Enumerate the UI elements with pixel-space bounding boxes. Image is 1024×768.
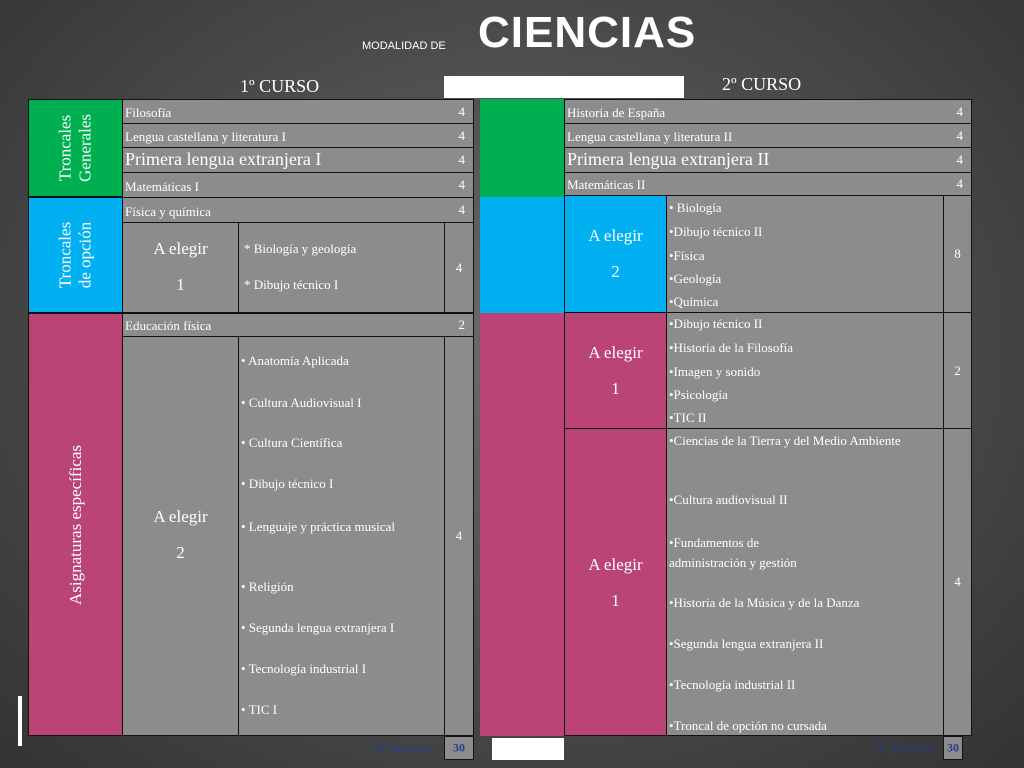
header-separator [444, 76, 684, 98]
c1-row-lengua-extranjera [122, 147, 474, 173]
band-pink [480, 313, 564, 736]
option-item: •Tecnología industrial II [669, 677, 796, 692]
c1-row-educacion-fisica [122, 313, 474, 337]
choose-count: 1 [611, 591, 620, 610]
c2-esp-b-choose-cell [564, 428, 667, 736]
option-item: * Biología y geología [244, 241, 357, 256]
c2-row-lengua [564, 123, 972, 148]
curso1-header: 1º CURSO [240, 76, 320, 96]
c2-esp-b-periods-cell [943, 428, 972, 736]
troncales-generales-label: Troncales Generales [55, 114, 95, 182]
choose-label: A elegir [588, 343, 643, 362]
c1-row-filosofia [122, 99, 474, 124]
band-blue [480, 197, 564, 313]
option-item: •Troncal de opción no cursada [669, 718, 827, 733]
choose-label: A elegir [588, 555, 643, 574]
option-item: •Química [669, 294, 719, 309]
c1-periodos-label: Nº periodos [374, 741, 431, 755]
choose-count: 1 [176, 275, 185, 294]
curso2-header: 2º CURSO [722, 74, 802, 94]
troncales-opcion-label: Troncales de opción [55, 221, 95, 289]
subject-periods: 4 [458, 177, 465, 192]
subject-periods: 4 [458, 127, 465, 143]
subject-name: Educación física [125, 318, 212, 333]
option-item: • Cultura Audiovisual I [241, 395, 362, 410]
especificas-label: Asignaturas específicas [65, 444, 85, 605]
c1-opcion-periods-cell [444, 222, 474, 313]
subject-periods: 4 [956, 103, 963, 119]
option-item: •Geología [669, 271, 722, 286]
subject-periods: 4 [455, 259, 463, 275]
c2-esp-a-periods-cell [943, 312, 972, 429]
c1-opcion-options-cell [238, 222, 445, 313]
subject-name: Matemáticas II [567, 177, 646, 192]
option-item: • Lenguaje y práctica musical [241, 519, 395, 534]
c1-especificas-choose-cell [122, 336, 239, 736]
option-item: • Dibujo técnico I [241, 476, 334, 491]
option-item: •Segunda lengua extranjera II [669, 636, 824, 651]
band-green [480, 99, 564, 197]
option-item: •TIC II [669, 410, 707, 425]
subject-periods: 4 [458, 103, 465, 119]
subject-periods: 4 [956, 176, 963, 191]
troncales-generales-label-cell [28, 99, 124, 197]
option-item: * Dibujo técnico I [244, 277, 339, 292]
c1-especificas-periods-cell [444, 336, 474, 736]
c2-row-historia [564, 99, 972, 124]
choose-label: A elegir [153, 239, 208, 258]
subject-name: Matemáticas I [125, 179, 199, 194]
option-item: • Religión [241, 579, 294, 594]
subject-name: Lengua castellana y literatura II [567, 129, 733, 144]
c1-row-lengua [122, 123, 474, 148]
c2-row-matematicas [564, 172, 972, 196]
c2-periodos-value: 30 [947, 740, 959, 755]
subject-periods: 8 [954, 246, 961, 261]
c2-periodos-label: Nº periodos [876, 740, 933, 754]
option-item: •Imagen y sonido [669, 364, 761, 379]
c2-esp-a-options-cell [666, 312, 944, 429]
c2-periodos-value-cell [943, 736, 963, 760]
c1-especificas-options-cell [238, 336, 445, 736]
option-item: • TIC I [241, 702, 278, 717]
subject-periods: 4 [956, 152, 963, 167]
modalidad-label: MODALIDAD DE [362, 40, 446, 52]
option-item: •Dibujo técnico II [669, 316, 763, 331]
c2-esp-a-choose-cell [564, 312, 667, 429]
subject-name: Historia de España [567, 105, 666, 120]
c1-row-matematicas [122, 172, 474, 198]
choose-label: A elegir [588, 226, 643, 245]
option-item: •Física [669, 248, 705, 263]
c1-opcion-choose-cell [122, 222, 239, 313]
subject-periods: 4 [956, 127, 963, 143]
option-item: •Psicología [669, 387, 728, 402]
option-item: •Cultura audiovisual II [669, 492, 788, 507]
choose-count: 2 [611, 262, 620, 281]
option-item: • Segunda lengua extranjera I [241, 620, 395, 635]
c1-periodos-value-cell [444, 736, 474, 760]
band-bottom-white [492, 738, 564, 760]
subject-name: Física y química [125, 204, 211, 219]
c2-opcion-options-cell [666, 195, 944, 313]
option-item: •Historia de la Filosofía [669, 340, 794, 355]
troncales-opcion-label-cell [28, 197, 124, 313]
c1-periodos-value: 30 [453, 740, 465, 755]
option-item: • Anatomía Aplicada [241, 353, 349, 368]
option-item: •Dibujo técnico II [669, 224, 763, 239]
choose-count: 2 [176, 543, 185, 562]
subject-periods: 4 [458, 202, 465, 217]
option-item: • Biología [669, 200, 722, 215]
page-title: CIENCIAS [478, 8, 697, 57]
subject-periods: 4 [954, 574, 961, 589]
choose-count: 1 [611, 379, 620, 398]
subject-periods: 2 [458, 317, 465, 332]
subject-name: Lengua castellana y literatura I [125, 129, 286, 144]
subject-periods: 4 [455, 528, 463, 543]
option-item: •Ciencias de la Tierra y del Medio Ambiente [669, 433, 901, 448]
subject-name: Primera lengua extranjera I [125, 149, 322, 169]
c2-row-lengua-extranjera [564, 147, 972, 173]
c2-esp-b-options-cell [666, 428, 944, 736]
especificas-label-cell [28, 313, 124, 736]
c1-row-fisica-quimica [122, 197, 474, 223]
option-item: • Cultura Científica [241, 435, 343, 450]
option-item: •Fundamentos de administración y gestión [669, 535, 797, 570]
subject-periods: 4 [458, 152, 465, 167]
c2-opcion-periods-cell [943, 195, 972, 313]
option-item: • Tecnología industrial I [241, 661, 367, 676]
option-item: •Historia de la Música y de la Danza [669, 595, 860, 610]
choose-label: A elegir [153, 507, 208, 526]
left-edge-mark [18, 696, 22, 746]
subject-name: Filosofía [125, 105, 172, 120]
c2-opcion-choose-cell [564, 195, 667, 313]
subject-periods: 2 [954, 362, 961, 378]
subject-name: Primera lengua extranjera II [567, 149, 770, 169]
